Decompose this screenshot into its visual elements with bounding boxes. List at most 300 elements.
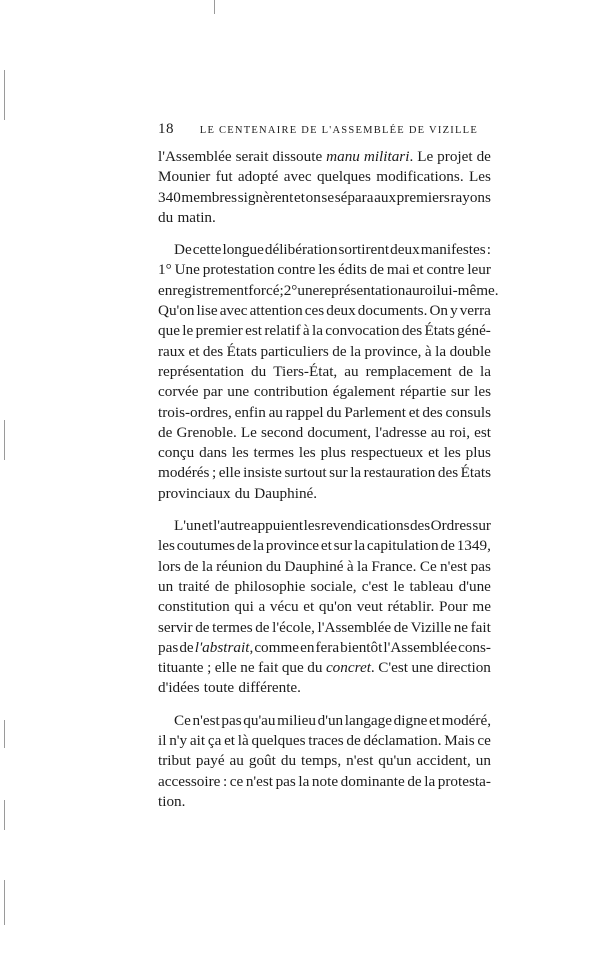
word: pas bbox=[470, 557, 491, 575]
word: de bbox=[158, 423, 173, 441]
word: Parlement bbox=[344, 403, 406, 421]
paragraph-gap bbox=[158, 504, 491, 516]
text-line bbox=[158, 577, 491, 597]
paragraph-gap bbox=[158, 699, 491, 711]
word: ce bbox=[477, 732, 491, 750]
word: par bbox=[203, 383, 223, 401]
word: on bbox=[305, 188, 321, 206]
word: Mounier bbox=[158, 168, 211, 186]
word: rappel bbox=[285, 403, 324, 421]
text-line bbox=[158, 658, 491, 678]
word: On bbox=[429, 302, 449, 320]
word: l'adresse bbox=[375, 423, 427, 441]
text-line bbox=[158, 618, 491, 638]
word: sépara bbox=[334, 188, 374, 206]
word: la bbox=[350, 342, 362, 360]
text-line bbox=[158, 678, 491, 698]
word: fut bbox=[215, 168, 233, 186]
word: temps, bbox=[301, 752, 342, 770]
word: qu'on bbox=[318, 598, 353, 616]
word: en bbox=[300, 638, 315, 656]
word: raux bbox=[158, 342, 185, 360]
word: du bbox=[326, 403, 342, 421]
word: signèrent bbox=[237, 188, 294, 206]
word: des bbox=[202, 342, 224, 360]
word: qu'un bbox=[378, 752, 412, 770]
word: 340 bbox=[158, 188, 181, 206]
scan-margin-mark bbox=[4, 420, 5, 460]
word: dominante bbox=[340, 772, 405, 790]
word: convocation bbox=[325, 322, 400, 340]
word: cette bbox=[192, 241, 222, 259]
word: une bbox=[411, 659, 434, 677]
word: n'est bbox=[346, 752, 374, 770]
word: militari. bbox=[363, 148, 414, 165]
word: premier bbox=[195, 322, 243, 340]
word: avec bbox=[219, 302, 248, 320]
word: et bbox=[320, 537, 332, 555]
paragraph bbox=[158, 711, 491, 812]
word: goût bbox=[248, 752, 276, 770]
word: province, bbox=[364, 342, 422, 360]
running-head bbox=[158, 121, 478, 138]
word: d'une bbox=[458, 577, 491, 595]
scan-margin-mark bbox=[4, 70, 5, 120]
word: de bbox=[346, 732, 361, 750]
word: de bbox=[332, 342, 347, 360]
word: tituante bbox=[158, 659, 204, 677]
word: et bbox=[412, 261, 424, 279]
text-line bbox=[158, 240, 491, 260]
word: les bbox=[474, 383, 491, 401]
text-line bbox=[158, 731, 491, 751]
paragraph bbox=[158, 516, 491, 699]
word: adopté bbox=[237, 168, 279, 186]
word: comme bbox=[254, 638, 300, 656]
word: d'un bbox=[317, 711, 344, 729]
word: des bbox=[437, 464, 459, 482]
word: la bbox=[350, 464, 362, 482]
text-line bbox=[158, 516, 491, 536]
word: États bbox=[460, 464, 491, 482]
running-title: LE CENTENAIRE DE L'ASSEMBLÉE DE VIZILLE bbox=[199, 125, 478, 136]
word: Le bbox=[417, 148, 434, 165]
word: de bbox=[255, 618, 270, 636]
word: relatif bbox=[264, 322, 301, 340]
word: les bbox=[298, 444, 316, 462]
word: manu bbox=[326, 148, 360, 165]
word: que bbox=[281, 659, 304, 677]
text-line bbox=[158, 484, 491, 504]
word: philosophie bbox=[234, 577, 306, 595]
word: sortirent bbox=[338, 241, 390, 259]
word: insiste bbox=[243, 464, 282, 482]
text-line bbox=[158, 342, 491, 362]
word: rayons bbox=[450, 188, 491, 206]
word: lise bbox=[196, 302, 218, 320]
scan-margin-mark bbox=[4, 720, 5, 748]
word: représentation bbox=[158, 362, 245, 380]
text-line bbox=[158, 260, 491, 280]
word: digne bbox=[393, 711, 428, 729]
word: manifestes bbox=[420, 241, 486, 259]
word: province bbox=[265, 537, 319, 555]
text-line bbox=[158, 147, 491, 167]
word: Dauphiné. bbox=[254, 484, 318, 502]
word: le bbox=[393, 577, 405, 595]
word: constitution bbox=[158, 598, 230, 616]
word: Vizille bbox=[410, 618, 452, 636]
word: dans bbox=[199, 444, 227, 462]
word: double bbox=[449, 342, 491, 360]
word: ; bbox=[279, 281, 284, 299]
word: les bbox=[158, 537, 175, 555]
word: à bbox=[346, 557, 354, 575]
word: aux bbox=[374, 188, 397, 206]
body-text bbox=[158, 147, 499, 812]
word: l'autre bbox=[213, 517, 251, 535]
word: second bbox=[261, 423, 304, 441]
word: une bbox=[227, 383, 250, 401]
text-line bbox=[158, 597, 491, 617]
word: de bbox=[407, 772, 422, 790]
word: délibération bbox=[264, 241, 338, 259]
word: de bbox=[179, 638, 194, 656]
word: enfin bbox=[234, 403, 266, 421]
word: est bbox=[474, 423, 491, 441]
word: contre bbox=[426, 261, 465, 279]
word: le bbox=[182, 322, 194, 340]
word: 1° bbox=[158, 261, 172, 279]
word: C'est bbox=[378, 659, 408, 677]
word: ne bbox=[453, 618, 469, 636]
word: ait bbox=[189, 732, 206, 750]
text-line bbox=[158, 423, 491, 443]
word: concret. bbox=[325, 659, 375, 677]
word: pas bbox=[275, 772, 296, 790]
word: protestation bbox=[202, 261, 275, 279]
word: direction bbox=[436, 659, 491, 677]
word: toute bbox=[203, 679, 235, 697]
word: Pour bbox=[439, 598, 468, 616]
word: capitulation bbox=[366, 537, 439, 555]
word: lors bbox=[158, 557, 181, 575]
word: membres bbox=[181, 188, 238, 206]
word: particuliers bbox=[260, 342, 329, 360]
word: de bbox=[214, 577, 230, 595]
word: des bbox=[401, 322, 423, 340]
word: à bbox=[302, 322, 310, 340]
word: lui-même. bbox=[436, 281, 499, 299]
word: l'Assemblée bbox=[158, 148, 232, 165]
word: déclamation. bbox=[363, 732, 442, 750]
word: fait bbox=[470, 618, 491, 636]
text-line bbox=[158, 751, 491, 771]
word: de bbox=[476, 148, 491, 165]
word: ne bbox=[240, 659, 255, 677]
page-number: 18 bbox=[158, 121, 174, 137]
word: serait bbox=[235, 148, 269, 165]
word: également bbox=[332, 383, 396, 401]
word: quelques bbox=[251, 732, 306, 750]
word: l'abstrait, bbox=[194, 638, 254, 656]
word: et bbox=[224, 732, 236, 750]
word: de bbox=[236, 537, 252, 555]
word: de bbox=[369, 261, 384, 279]
word: avec bbox=[283, 168, 312, 186]
word: et bbox=[188, 342, 200, 360]
word: fera bbox=[315, 638, 340, 656]
word: du bbox=[307, 659, 323, 677]
word: pas bbox=[221, 711, 242, 729]
word: la bbox=[201, 557, 213, 575]
word: et bbox=[428, 444, 440, 462]
text-line bbox=[158, 463, 491, 483]
word: Grenoble. bbox=[176, 423, 237, 441]
word: deux bbox=[390, 241, 420, 259]
word: corvée bbox=[158, 383, 199, 401]
word: 2° bbox=[283, 281, 298, 299]
word: coutumes bbox=[176, 537, 235, 555]
word: respectueux bbox=[350, 444, 424, 462]
word: les bbox=[303, 517, 321, 535]
word: se bbox=[321, 188, 335, 206]
word: quelques bbox=[316, 168, 371, 186]
word: accident, bbox=[416, 752, 471, 770]
text-line bbox=[158, 536, 491, 556]
word: de bbox=[458, 362, 473, 380]
text-line bbox=[158, 362, 491, 382]
word: à bbox=[424, 342, 432, 360]
word: roi bbox=[419, 281, 437, 299]
word: les bbox=[231, 444, 249, 462]
word: ; bbox=[211, 464, 217, 482]
word: payé bbox=[195, 752, 225, 770]
word: provinciaux bbox=[158, 484, 231, 502]
word: différente. bbox=[238, 679, 301, 697]
word: Ce bbox=[419, 557, 437, 575]
word: États bbox=[424, 322, 455, 340]
word: a bbox=[258, 598, 266, 616]
word: trois-ordres, bbox=[158, 403, 232, 421]
word: servir bbox=[158, 618, 193, 636]
word: roi, bbox=[449, 423, 470, 441]
word: plus bbox=[320, 444, 346, 462]
word: bientôt bbox=[340, 638, 383, 656]
word: contre bbox=[277, 261, 316, 279]
word: tableau bbox=[409, 577, 454, 595]
word: Tiers-État, bbox=[273, 362, 338, 380]
word: la bbox=[312, 322, 323, 340]
word: document, bbox=[307, 423, 371, 441]
word: Les bbox=[468, 168, 491, 186]
word: là bbox=[237, 732, 249, 750]
word: qui bbox=[234, 598, 254, 616]
word: édits bbox=[338, 261, 367, 279]
word: la bbox=[357, 557, 368, 575]
word: deux bbox=[326, 302, 356, 320]
word: France. bbox=[371, 557, 417, 575]
word: note bbox=[311, 772, 339, 790]
text-line bbox=[158, 443, 491, 463]
word: termes bbox=[212, 618, 253, 636]
word: traces bbox=[308, 732, 344, 750]
word: d'idées bbox=[158, 679, 200, 697]
word: documents. bbox=[357, 302, 428, 320]
text-line bbox=[158, 711, 491, 731]
word: De bbox=[174, 241, 192, 259]
word: au bbox=[405, 281, 420, 299]
word: du bbox=[158, 208, 174, 226]
word: de bbox=[184, 557, 199, 575]
word: qu'au bbox=[243, 711, 276, 729]
word: la bbox=[253, 537, 264, 555]
word: vécu bbox=[269, 598, 299, 616]
text-line bbox=[158, 638, 491, 658]
word: de bbox=[195, 618, 210, 636]
word: remplacement bbox=[365, 362, 452, 380]
word: termes bbox=[253, 444, 294, 462]
word: ces bbox=[304, 302, 325, 320]
word: de bbox=[440, 537, 455, 555]
word: du bbox=[280, 752, 297, 770]
word: l'Assemblée bbox=[317, 618, 392, 636]
word: veut bbox=[356, 598, 383, 616]
word: un bbox=[475, 752, 491, 770]
text-line bbox=[158, 382, 491, 402]
word: géné- bbox=[457, 322, 491, 340]
word: conçu bbox=[158, 444, 195, 462]
word: sur bbox=[450, 383, 470, 401]
word: leur bbox=[467, 261, 491, 279]
word: revendications bbox=[320, 517, 410, 535]
word: du bbox=[251, 362, 267, 380]
word: de bbox=[393, 618, 409, 636]
word: y bbox=[450, 302, 458, 320]
word: restauration bbox=[363, 464, 436, 482]
word: n'est bbox=[192, 711, 220, 729]
word: un bbox=[158, 577, 174, 595]
word: rétablir. bbox=[387, 598, 435, 616]
text-line bbox=[158, 403, 491, 423]
text-line bbox=[158, 772, 491, 792]
word: la bbox=[424, 772, 436, 790]
word: contribution bbox=[253, 383, 329, 401]
word: dissoute bbox=[272, 148, 323, 165]
word: tion. bbox=[158, 792, 186, 810]
word: il bbox=[158, 732, 167, 750]
word: mai bbox=[386, 261, 410, 279]
text-line bbox=[158, 208, 491, 228]
word: n'y bbox=[169, 732, 188, 750]
word: sur bbox=[333, 537, 353, 555]
word: les bbox=[443, 444, 461, 462]
word: Une bbox=[174, 261, 200, 279]
word: 1349, bbox=[456, 537, 491, 555]
word: sur bbox=[472, 517, 491, 535]
text-line bbox=[158, 557, 491, 577]
word: des bbox=[422, 403, 443, 421]
word: : bbox=[486, 241, 491, 259]
word: du bbox=[234, 484, 250, 502]
word: la bbox=[480, 362, 491, 380]
text-line bbox=[158, 792, 491, 812]
word: Dauphiné bbox=[284, 557, 344, 575]
word: des bbox=[409, 517, 431, 535]
word: une bbox=[297, 281, 320, 299]
scan-margin-mark bbox=[4, 800, 5, 830]
word: protesta- bbox=[437, 772, 491, 790]
word: attention bbox=[249, 302, 303, 320]
word: la bbox=[298, 772, 310, 790]
word: réunion bbox=[216, 557, 263, 575]
word: langage bbox=[344, 711, 393, 729]
word: tribut bbox=[158, 752, 191, 770]
word: États bbox=[226, 342, 257, 360]
word: au bbox=[268, 403, 283, 421]
word: matin. bbox=[177, 208, 216, 226]
word: enregistrement bbox=[158, 281, 249, 299]
word: c'est bbox=[361, 577, 389, 595]
word: Le bbox=[240, 423, 257, 441]
word: la bbox=[354, 537, 366, 555]
text-line bbox=[158, 281, 499, 301]
word: pas bbox=[158, 638, 179, 656]
word: n'est bbox=[245, 772, 274, 790]
word: verra bbox=[459, 302, 491, 320]
word: longue bbox=[222, 241, 264, 259]
word: appuient bbox=[250, 517, 304, 535]
word: sur bbox=[329, 464, 348, 482]
word: cons- bbox=[458, 638, 491, 656]
word: Ce bbox=[174, 711, 191, 729]
word: fait bbox=[258, 659, 279, 677]
word: surtout bbox=[284, 464, 327, 482]
text-line bbox=[158, 188, 491, 208]
word: L'un bbox=[174, 517, 202, 535]
word: accessoire bbox=[158, 772, 221, 790]
word: est bbox=[245, 322, 262, 340]
word: elle bbox=[218, 464, 241, 482]
word: au bbox=[430, 423, 446, 441]
word: modéré, bbox=[441, 711, 491, 729]
word: projet bbox=[437, 148, 473, 165]
word: et bbox=[429, 711, 441, 729]
word: traité bbox=[178, 577, 210, 595]
word: l'école, bbox=[272, 618, 315, 636]
word: et bbox=[294, 188, 305, 206]
paragraph-gap bbox=[158, 228, 491, 240]
word: ça bbox=[207, 732, 222, 750]
word: la bbox=[435, 342, 447, 360]
scan-margin-mark bbox=[4, 880, 5, 925]
word: et bbox=[303, 598, 315, 616]
word: premiers bbox=[396, 188, 450, 206]
word: que bbox=[158, 322, 180, 340]
word: modérés bbox=[158, 464, 210, 482]
word: ce bbox=[229, 772, 244, 790]
word: plus bbox=[465, 444, 491, 462]
word: les bbox=[318, 261, 336, 279]
word: Qu'on bbox=[158, 302, 195, 320]
word: forcé bbox=[248, 281, 280, 299]
word: et bbox=[408, 403, 420, 421]
paragraph bbox=[158, 147, 491, 228]
text-line bbox=[158, 301, 491, 321]
paragraph bbox=[158, 240, 499, 504]
word: Ordres bbox=[430, 517, 472, 535]
word: : bbox=[222, 772, 228, 790]
